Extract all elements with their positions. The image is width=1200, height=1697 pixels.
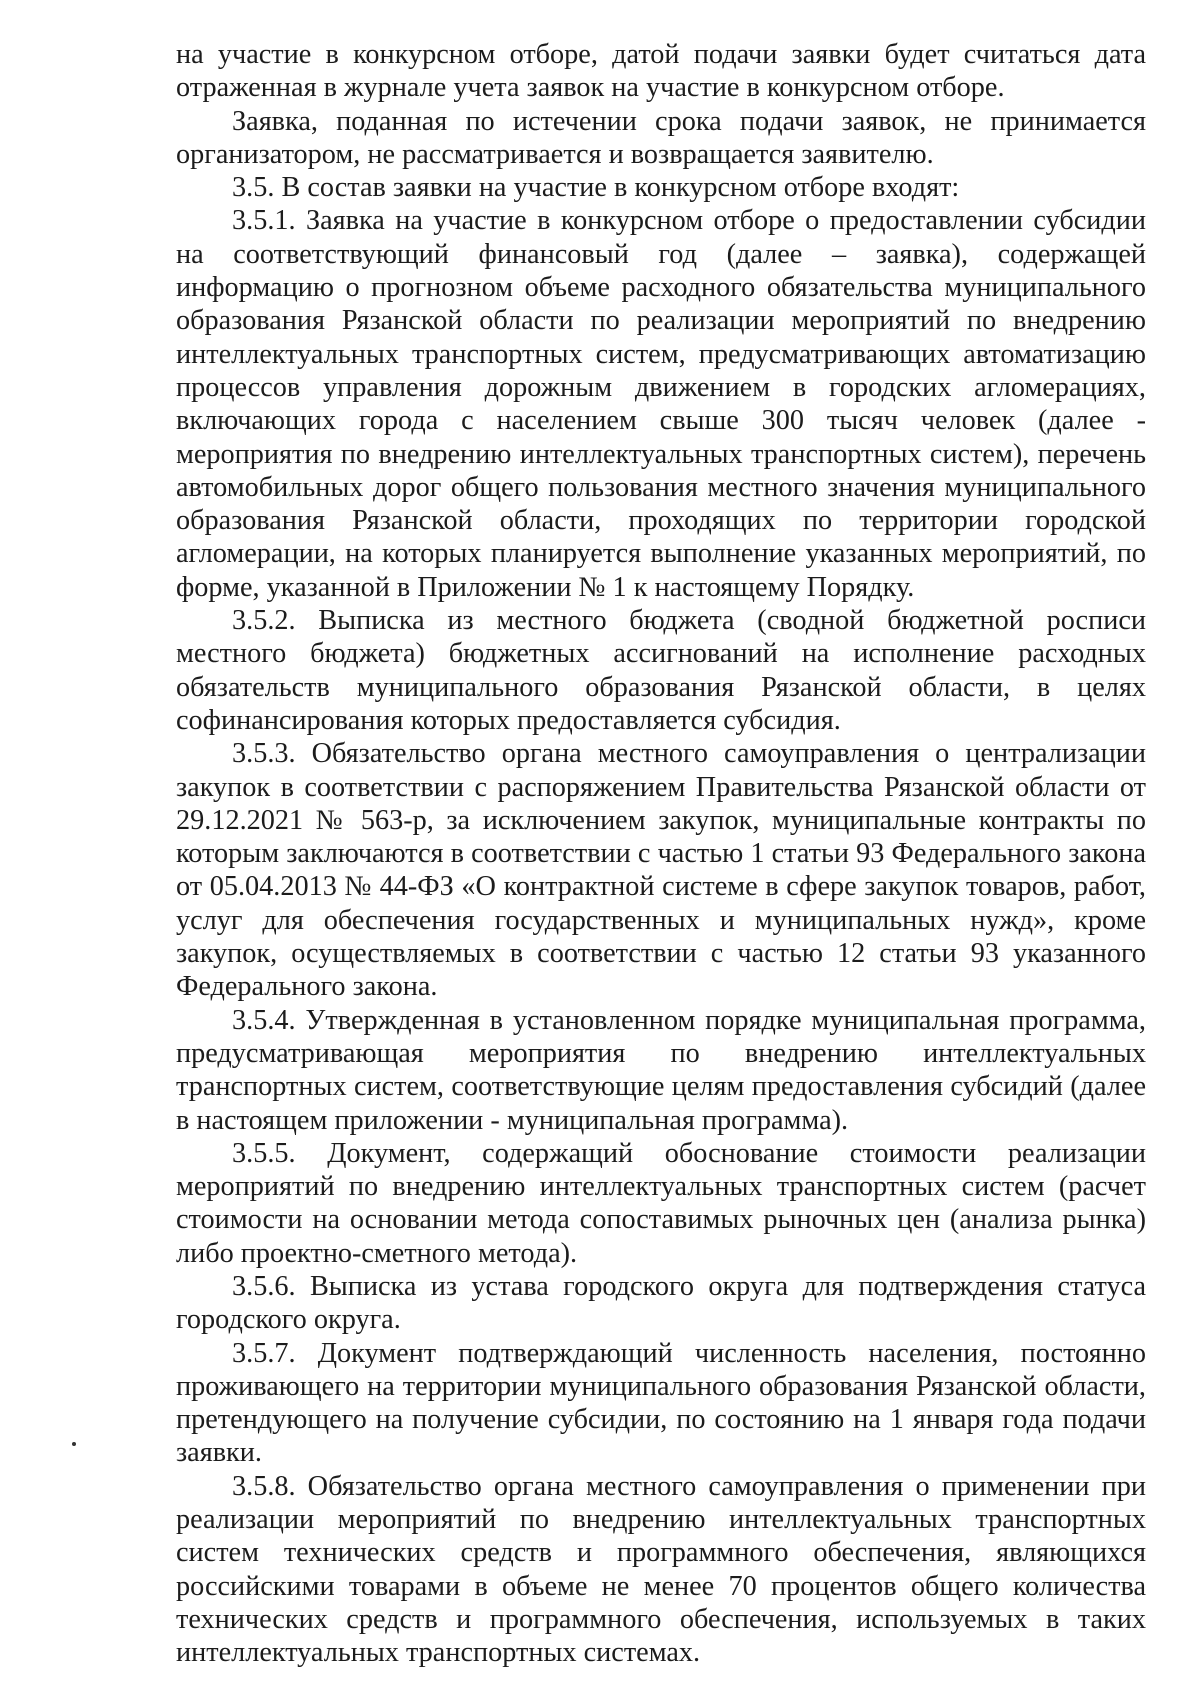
paragraph-late-application: Заявка, поданная по истечении срока подачи заявок, не принимается организатором, не рассматривается и возвращается заявителю. bbox=[176, 105, 1146, 170]
scan-speck bbox=[72, 1442, 76, 1446]
paragraph-3-5-6: 3.5.6. Выписка из устава городского округа для подтверждения статуса городского округа. bbox=[176, 1270, 1146, 1336]
paragraph-3-5-7: 3.5.7. Документ подтверждающий численность населения, постоянно проживающего на территории муниципального образования Рязанской области, претендующего на получение субсидии, по состоянию на 1 января года подачи заявки. bbox=[176, 1337, 1146, 1469]
paragraph-3-5-4: 3.5.4. Утвержденная в установленном порядке муниципальная программа, предусматривающая мероприятия по внедрению интеллектуальных транспортных систем, соответствующие целям предоставления субсидий (далее в настоящем приложении - муниципальная программа). bbox=[176, 1004, 1146, 1136]
paragraph-3-5-5: 3.5.5. Документ, содержащий обоснование стоимости реализации мероприятий по внедрению интеллектуальных транспортных систем (расчет стоимости на основании метода сопоставимых рыночных цен (анализа рынка) либо проектно-сметного метода). bbox=[176, 1137, 1146, 1269]
paragraph-3-5-1: 3.5.1. Заявка на участие в конкурсном отборе о предоставлении субсидии на соответствующий финансовый год (далее – заявка), содержащей информацию о прогнозном объеме расходного обязательства муниципального образования Рязанской области по реализации мероприятий по внедрению интеллектуальных транспортных систем, предусматривающих автоматизацию процессов управления дорожным движением в городских агломерациях, включающих города с населением свыше 300 тысяч человек (далее - мероприятия по внедрению интеллектуальных транспортных систем), перечень автомобильных дорог общего пользования местного значения муниципального образования Рязанской области, проходящих по территории городской агломерации, на которых планируется выполнение указанных мероприятий, по форме, указанной в Приложении № 1 к настоящему Порядку. bbox=[176, 205, 1146, 603]
paragraph-3-5: 3.5. В состав заявки на участие в конкурсном отборе входят: bbox=[232, 172, 960, 204]
paragraph-3-5-8: 3.5.8. Обязательство органа местного самоуправления о применении при реализации мероприятий по внедрению интеллектуальных транспортных систем технических средств и программного обеспечения, являющихся российскими товарами в объеме не менее 70 процентов общего количества технических средств и программного обеспечения, используемых в таких интеллектуальных транспортных системах. bbox=[176, 1470, 1146, 1669]
paragraph-continuation: на участие в конкурсном отборе, датой подачи заявки будет считаться дата отраженная в журнале учета заявок на участие в конкурсном отборе. bbox=[176, 39, 1146, 104]
document-body bbox=[176, 38, 1146, 1670]
paragraph-3-5-2: 3.5.2. Выписка из местного бюджета (сводной бюджетной росписи местного бюджета) бюджетных ассигнований на исполнение расходных обязательств муниципального образования Рязанской области, в целях софинансирования которых предоставляется субсидия. bbox=[176, 605, 1146, 736]
paragraph-3-5-3: 3.5.3. Обязательство органа местного самоуправления о централизации закупок в соответствии с распоряжением Правительства Рязанской области от 29.12.2021 № 563-р, за исключением закупок, муниципальные контракты по которым заключаются в соответствии с частью 1 статьи 93 Федерального закона от 05.04.2013 № 44-ФЗ «О контрактной системе в сфере закупок товаров, работ, услуг для обеспечения государственных и муниципальных нужд», кроме закупок, осуществляемых в соответствии с частью 12 статьи 93 указанного Федерального закона. bbox=[176, 738, 1146, 1003]
